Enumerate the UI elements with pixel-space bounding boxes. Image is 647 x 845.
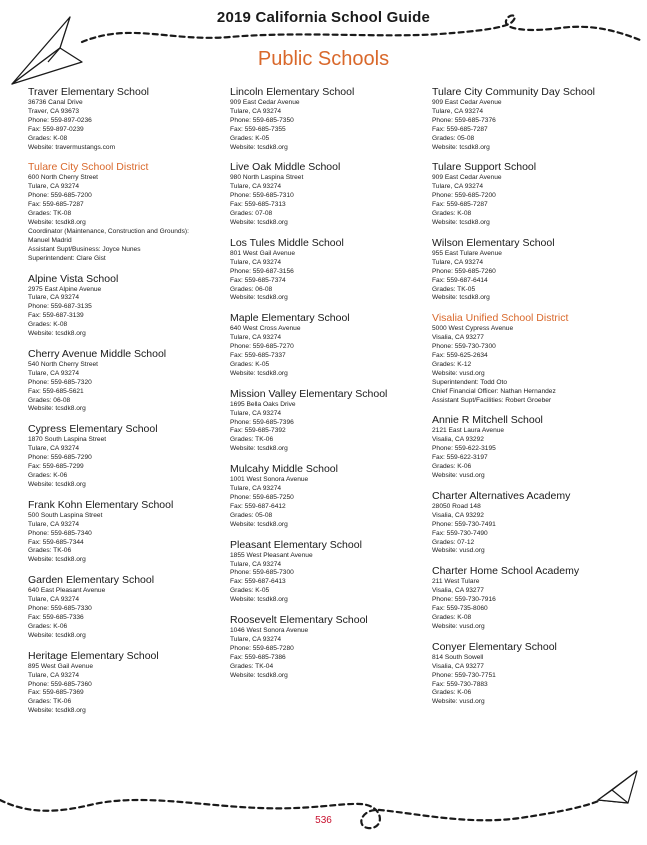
entry-detail-line: Fax: 559-685-7313: [230, 201, 286, 209]
entry-detail-line: Phone: 559-685-7200: [28, 192, 92, 200]
entry-detail-line: Fax: 559-687-6413: [230, 578, 286, 586]
entry-detail-line: Fax: 559-735-8060: [432, 605, 488, 613]
school-entry: [432, 490, 627, 556]
entry-detail-line: Tulare, CA 93274: [432, 258, 484, 266]
directory-column-3: [432, 86, 627, 716]
entry-detail-line: Website: tcsdk8.org: [230, 218, 288, 226]
entry-detail-line: Tulare, CA 93274: [230, 409, 282, 417]
entry-detail-line: Grades: K-05: [230, 134, 270, 142]
entry-detail-line: Grades: K-08: [28, 134, 68, 142]
directory-column-1: [28, 86, 223, 725]
entry-detail-line: 640 West Cross Avenue: [230, 325, 301, 333]
school-entry: [432, 237, 627, 303]
entry-detail-line: Website: tcsdk8.org: [28, 631, 86, 639]
school-entry: [28, 574, 223, 640]
entry-detail-line: Tulare, CA 93274: [28, 596, 80, 604]
school-name: Annie R Mitchell School: [432, 414, 543, 427]
entry-detail-line: Website: tcsdk8.org: [28, 405, 86, 413]
entry-detail-line: Phone: 559-622-3195: [432, 445, 496, 453]
entry-detail-line: Fax: 559-685-7369: [28, 689, 84, 697]
entry-detail-line: Phone: 559-685-7360: [28, 680, 92, 688]
school-entry: [28, 86, 223, 152]
district-name: Visalia Unified School District: [432, 312, 569, 325]
entry-detail-line: 1046 West Sonora Avenue: [230, 627, 309, 635]
entry-detail-line: Fax: 559-687-6412: [230, 502, 286, 510]
entry-detail-line: Grades: K-08: [432, 613, 472, 621]
entry-detail-line: Phone: 559-685-7200: [432, 192, 496, 200]
school-name: Charter Alternatives Academy: [432, 489, 571, 502]
entry-detail-line: Fax: 559-685-7355: [230, 125, 286, 133]
entry-detail-line: Grades: K-06: [28, 472, 68, 479]
entry-detail-line: Fax: 559-625-2634: [432, 352, 488, 360]
entry-detail-line: Website: tcsdk8.org: [230, 671, 288, 679]
entry-detail-line: Phone: 559-685-7260: [432, 267, 496, 275]
entry-detail-line: Website: tcsdk8.org: [230, 294, 288, 302]
entry-detail-line: Tulare, CA 93274: [28, 183, 80, 191]
school-name: Roosevelt Elementary School: [230, 614, 368, 627]
school-entry: [432, 414, 627, 480]
entry-detail-line: Phone: 559-685-7300: [230, 569, 294, 577]
school-entry: [230, 161, 425, 227]
entry-detail-line: Website: vusd.org: [432, 547, 485, 555]
entry-detail-line: Grades: TK-04: [230, 662, 274, 670]
entry-detail-line: Grades: 06-08: [230, 285, 273, 293]
entry-detail-line: Grades: K-06: [432, 463, 472, 471]
entry-detail-line: Manuel Madrid: [28, 236, 72, 244]
guide-title: 2019 California School Guide: [216, 9, 431, 26]
entry-detail-line: Grades: 05-08: [230, 511, 273, 519]
school-name: Live Oak Middle School: [230, 161, 341, 174]
school-entry: [230, 237, 425, 303]
entry-detail-line: Fax: 559-685-7344: [28, 538, 84, 546]
school-name: Traver Elementary School: [28, 86, 149, 98]
entry-detail-line: Tulare, CA 93274: [230, 485, 282, 493]
entry-detail-line: Grades: TK-06: [28, 698, 72, 706]
entry-detail-line: Fax: 559-685-7287: [28, 201, 84, 209]
section-title: Public Schools: [257, 48, 390, 70]
entry-detail-line: Phone: 559-685-7376: [432, 116, 496, 124]
entry-detail-line: 640 East Pleasant Avenue: [28, 587, 106, 595]
entry-detail-line: Website: tcsdk8.org: [230, 445, 288, 453]
entry-detail-line: Phone: 559-730-7300: [432, 343, 496, 351]
entry-detail-line: Tulare, CA 93274: [432, 107, 484, 115]
entry-detail-line: Phone: 559-685-7250: [230, 494, 294, 501]
school-name: Lincoln Elementary School: [230, 86, 355, 98]
entry-detail-line: 909 East Cedar Avenue: [432, 174, 502, 182]
entry-detail-line: Fax: 559-687-6414: [432, 276, 488, 284]
entry-detail-line: Grades: TK-05: [432, 285, 476, 293]
page-number: 536: [315, 815, 332, 826]
entry-detail-line: Grades: TK-08: [28, 210, 72, 218]
school-name: Conyer Elementary School: [432, 640, 557, 653]
entry-detail-line: Phone: 559-685-7330: [28, 605, 92, 613]
entry-detail-line: Phone: 559-685-7320: [28, 378, 92, 386]
entry-detail-line: Fax: 559-685-5621: [28, 387, 84, 395]
entry-detail-line: Grades: K-05: [230, 360, 270, 368]
district-name: Tulare City School District: [28, 161, 149, 174]
entry-detail-line: 211 West Tulare: [432, 578, 480, 586]
entry-detail-line: Fax: 559-685-7287: [432, 125, 488, 133]
entry-detail-line: 909 East Cedar Avenue: [432, 99, 502, 106]
entry-detail-line: Tulare, CA 93274: [230, 258, 282, 266]
entry-detail-line: Fax: 559-622-3197: [432, 454, 488, 462]
school-entry: [230, 388, 425, 454]
entry-detail-line: 1870 South Laspina Street: [28, 436, 107, 444]
entry-detail-line: Fax: 559-685-7337: [230, 352, 286, 360]
entry-detail-line: Fax: 559-685-7374: [230, 276, 286, 284]
school-name: Cherry Avenue Middle School: [28, 347, 167, 360]
entry-detail-line: Phone: 559-687-3156: [230, 267, 294, 275]
entry-detail-line: Chief Financial Officer: Nathan Hernandez: [432, 387, 556, 395]
entry-detail-line: Website: tcsdk8.org: [230, 143, 288, 151]
entry-detail-line: Website: tcsdk8.org: [432, 143, 490, 151]
school-entry: [432, 161, 627, 227]
entry-detail-line: 500 South Laspina Street: [28, 511, 103, 519]
entry-detail-line: Phone: 559-685-7290: [28, 454, 92, 462]
entry-detail-line: Visalia, CA 93292: [432, 511, 484, 519]
entry-detail-line: Tulare, CA 93274: [230, 334, 282, 342]
entry-detail-line: Fax: 559-685-7336: [28, 613, 84, 621]
entry-detail-line: Tulare, CA 93274: [28, 369, 80, 377]
school-name: Mulcahy Middle School: [230, 463, 338, 476]
entry-detail-line: Fax: 559-685-7287: [432, 201, 488, 209]
entry-detail-line: Website: tcsdk8.org: [28, 480, 86, 488]
entry-detail-line: Tulare, CA 93274: [28, 294, 80, 302]
entry-detail-line: Assistant Supt/Business: Joyce Nunes: [28, 245, 141, 253]
entry-detail-line: Phone: 559-685-7270: [230, 343, 294, 351]
entry-detail-line: Grades: K-06: [28, 622, 68, 630]
entry-detail-line: Phone: 559-685-7396: [230, 418, 294, 426]
school-entry: [230, 463, 425, 529]
entry-detail-line: Fax: 559-730-7883: [432, 680, 488, 688]
entry-detail-line: Website: vusd.org: [432, 369, 485, 377]
entry-detail-line: Website: tcsdk8.org: [432, 218, 490, 226]
entry-detail-line: Website: vusd.org: [432, 622, 485, 630]
school-entry: [28, 423, 223, 489]
entry-detail-line: Tulare, CA 93274: [28, 520, 80, 528]
school-name: Cypress Elementary School: [28, 423, 158, 436]
entry-detail-line: Fax: 559-685-7386: [230, 653, 286, 661]
entry-detail-line: Phone: 559-685-7280: [230, 644, 294, 652]
entry-detail-line: Superintendent: Clare Gist: [28, 254, 106, 262]
entry-detail-line: 5000 West Cypress Avenue: [432, 325, 514, 333]
entry-detail-line: Phone: 559-730-7491: [432, 520, 496, 528]
entry-detail-line: Phone: 559-685-7350: [230, 116, 294, 124]
school-entry: [230, 539, 425, 605]
entry-detail-line: 36736 Canal Drive: [28, 99, 83, 106]
entry-detail-line: Phone: 559-685-7340: [28, 529, 92, 537]
entry-detail-line: Grades: TK-06: [28, 547, 72, 555]
entry-detail-line: Visalia, CA 93292: [432, 436, 484, 444]
entry-detail-line: Website: tcsdk8.org: [28, 218, 86, 226]
school-entry: [432, 565, 627, 631]
entry-detail-line: Coordinator (Maintenance, Construction and Grounds):: [28, 227, 189, 235]
entry-detail-line: Website: vusd.org: [432, 472, 485, 479]
entry-detail-line: Website: tcsdk8.org: [230, 520, 288, 528]
entry-detail-line: Phone: 559-730-7751: [432, 671, 496, 679]
school-name: Tulare City Community Day School: [432, 86, 595, 98]
entry-detail-line: Phone: 559-685-7310: [230, 192, 294, 200]
school-name: Heritage Elementary School: [28, 649, 159, 662]
entry-detail-line: 2121 East Laura Avenue: [432, 427, 505, 435]
entry-detail-line: 909 East Cedar Avenue: [230, 99, 300, 106]
entry-detail-line: Tulare, CA 93274: [230, 183, 282, 191]
school-entry: [28, 273, 223, 339]
district-entry: [432, 312, 627, 405]
entry-detail-line: Grades: K-05: [230, 587, 270, 595]
entry-detail-line: Tulare, CA 93274: [432, 183, 484, 191]
entry-detail-line: Phone: 559-687-3135: [28, 303, 92, 311]
entry-detail-line: Fax: 559-685-7299: [28, 463, 84, 471]
entry-detail-line: 1695 Bella Oaks Drive: [230, 400, 296, 408]
entry-detail-line: Visalia, CA 93277: [432, 587, 484, 595]
entry-detail-line: 814 South Sowell: [432, 653, 484, 661]
entry-detail-line: Grades: TK-06: [230, 436, 274, 444]
entry-detail-line: Tulare, CA 93274: [230, 560, 282, 568]
district-entry: [28, 161, 223, 263]
entry-detail-line: Phone: 559-730-7916: [432, 596, 496, 604]
school-name: Alpine Vista School: [28, 272, 119, 285]
entry-detail-line: Grades: K-08: [28, 321, 68, 329]
entry-detail-line: 600 North Cherry Street: [28, 174, 98, 182]
entry-detail-line: Fax: 559-685-7392: [230, 427, 286, 435]
entry-detail-line: Traver, CA 93673: [28, 107, 80, 115]
entry-detail-line: Website: tcsdk8.org: [28, 330, 86, 338]
school-name: Los Tules Middle School: [230, 236, 344, 249]
school-entry: [432, 86, 627, 152]
school-entry: [230, 86, 425, 152]
entry-detail-line: Grades: 06-08: [28, 396, 71, 404]
entry-detail-line: Website: tcsdk8.org: [28, 556, 86, 564]
entry-detail-line: Superintendent: Todd Oto: [432, 378, 508, 386]
entry-detail-line: 980 North Laspina Street: [230, 174, 304, 182]
entry-detail-line: Grades: K-12: [432, 360, 472, 368]
school-entry: [28, 499, 223, 565]
paper-airplane-icon: [598, 771, 637, 803]
school-entry: [28, 650, 223, 716]
entry-detail-line: Phone: 559-897-0236: [28, 116, 92, 124]
entry-detail-line: Grades: 07-08: [230, 210, 273, 218]
entry-detail-line: Tulare, CA 93274: [230, 635, 282, 643]
entry-detail-line: 1855 West Pleasant Avenue: [230, 551, 313, 559]
entry-detail-line: Visalia, CA 93277: [432, 662, 484, 670]
entry-detail-line: Website: vusd.org: [432, 698, 485, 706]
entry-detail-line: 801 West Gail Avenue: [230, 249, 296, 257]
entry-detail-line: 895 West Gail Avenue: [28, 662, 94, 670]
school-name: Frank Kohn Elementary School: [28, 498, 174, 511]
entry-detail-line: Website: tcsdk8.org: [230, 369, 288, 377]
entry-detail-line: Fax: 559-897-0239: [28, 125, 84, 133]
school-name: Mission Valley Elementary School: [230, 387, 388, 400]
entry-detail-line: Fax: 559-730-7490: [432, 529, 488, 537]
school-entry: [432, 641, 627, 707]
school-name: Tulare Support School: [432, 161, 537, 174]
entry-detail-line: 2975 East Alpine Avenue: [28, 285, 102, 293]
directory-column-2: [230, 86, 425, 690]
entry-detail-line: Tulare, CA 93274: [28, 445, 80, 453]
entry-detail-line: Website: tcsdk8.org: [432, 294, 490, 302]
entry-detail-line: Website: tcsdk8.org: [230, 596, 288, 604]
entry-detail-line: Visalia, CA 93277: [432, 334, 484, 342]
school-entry: [28, 348, 223, 414]
school-name: Garden Elementary School: [28, 574, 155, 587]
entry-detail-line: 1001 West Sonora Avenue: [230, 476, 309, 484]
entry-detail-line: 540 North Cherry Street: [28, 360, 98, 368]
entry-detail-line: Tulare, CA 93274: [28, 671, 80, 679]
entry-detail-line: Grades: K-08: [432, 210, 472, 218]
entry-detail-line: Grades: 07-12: [432, 538, 475, 546]
entry-detail-line: 28050 Road 148: [432, 502, 481, 510]
entry-detail-line: Assistant Supt/Facilities: Robert Groeber: [432, 396, 552, 404]
school-name: Wilson Elementary School: [432, 236, 555, 249]
entry-detail-line: Grades: K-06: [432, 689, 472, 697]
entry-detail-line: Tulare, CA 93274: [230, 107, 282, 115]
entry-detail-line: Fax: 559-687-3139: [28, 312, 84, 320]
school-entry: [230, 614, 425, 680]
school-entry: [230, 312, 425, 378]
school-name: Pleasant Elementary School: [230, 538, 362, 551]
entry-detail-line: Website: travermustangs.com: [28, 143, 116, 151]
school-name: Maple Elementary School: [230, 312, 350, 325]
entry-detail-line: 955 East Tulare Avenue: [432, 249, 502, 257]
school-name: Charter Home School Academy: [432, 565, 580, 578]
entry-detail-line: Website: tcsdk8.org: [28, 707, 86, 715]
entry-detail-line: Grades: 05-08: [432, 134, 475, 142]
